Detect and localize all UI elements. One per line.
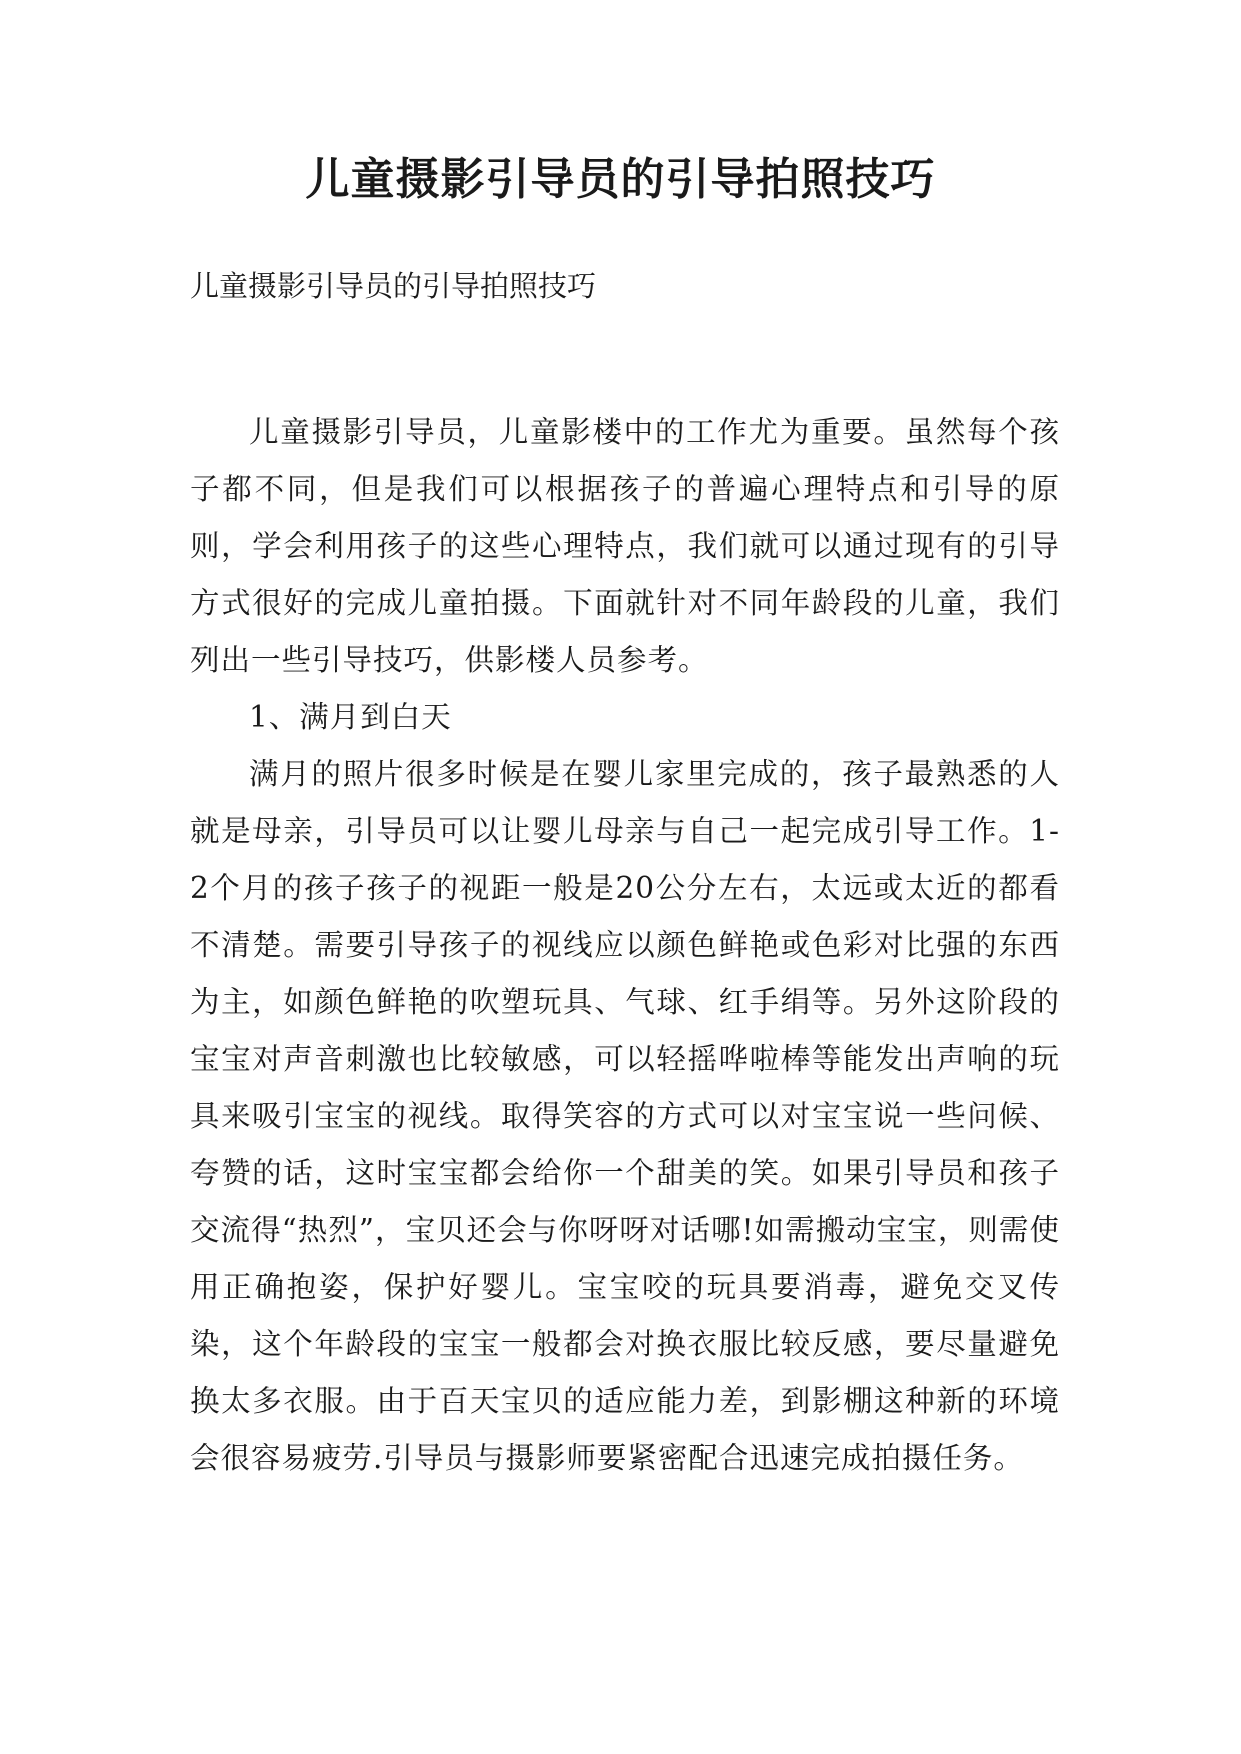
document-body	[190, 404, 1060, 1487]
document-subtitle: 儿童摄影引导员的引导拍照技巧	[190, 269, 597, 303]
intro-paragraph: 儿童摄影引导员，儿童影楼中的工作尤为重要。虽然每个孩子都不同，但是我们可以根据孩子的普遍心理特点和引导的原则，学会利用孩子的这些心理特点，我们就可以通过现有的引导方式很好的完成儿童拍摄。下面就针对不同年龄段的儿童，我们列出一些引导技巧，供影楼人员参考。	[190, 415, 1060, 677]
section-paragraph: 满月的照片很多时候是在婴儿家里完成的，孩子最熟悉的人就是母亲，引导员可以让婴儿母亲与自己一起完成引导工作。1-2个月的孩子孩子的视距一般是20公分左右，太远或太近的都看不清楚。需要引导孩子的视线应以颜色鲜艳或色彩对比强的东西为主，如颜色鲜艳的吹塑玩具、气球、红手绢等。另外这阶段的宝宝对声音刺激也比较敏感，可以轻摇哗啦棒等能发出声响的玩具来吸引宝宝的视线。取得笑容的方式可以对宝宝说一些问候、夸赞的话，这时宝宝都会给你一个甜美的笑。如果引导员和孩子交流得“热烈”，宝贝还会与你呀呀对话哪!如需搬动宝宝，则需使用正确抱姿，保护好婴儿。宝宝咬的玩具要消毒，避免交叉传染，这个年龄段的宝宝一般都会对换衣服比较反感，要尽量避免换太多衣服。由于百天宝贝的适应能力差，到影棚这种新的环境会很容易疲劳.引导员与摄影师要紧密配合迅速完成拍摄任务。	[190, 757, 1060, 1475]
section-heading: 1、满月到白天	[249, 700, 452, 734]
document-title: 儿童摄影引导员的引导拍照技巧	[305, 154, 936, 205]
